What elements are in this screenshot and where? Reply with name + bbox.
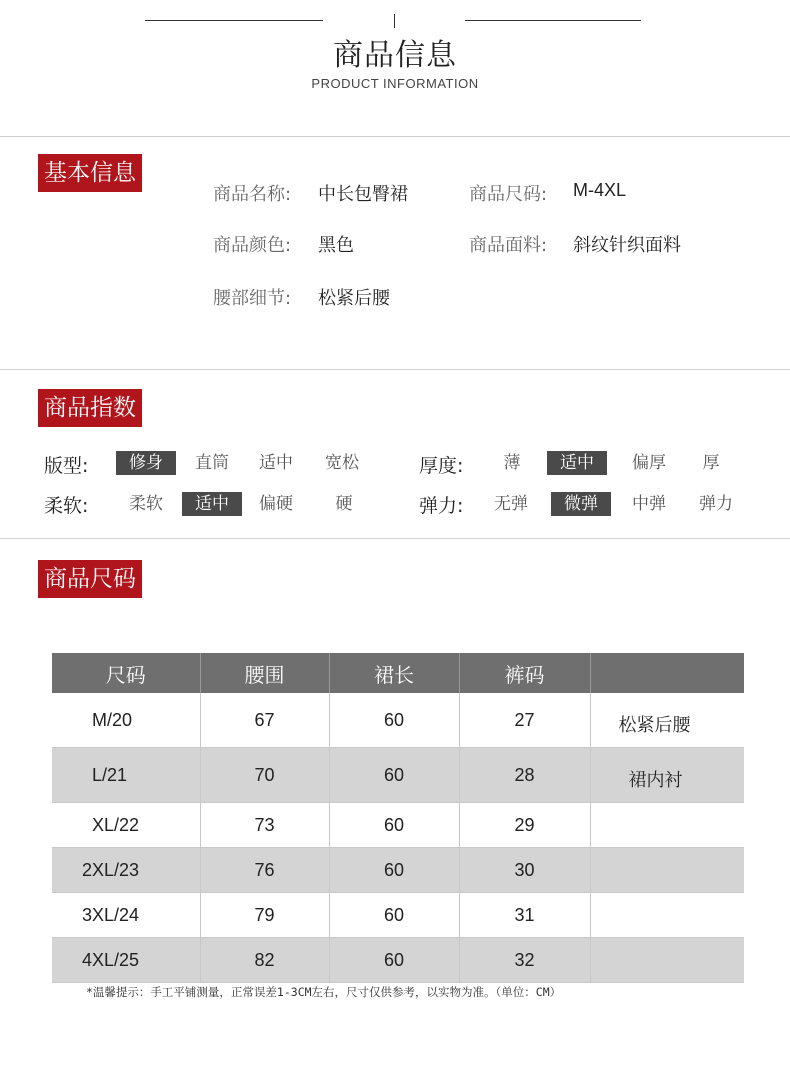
table-cell: 79 bbox=[200, 893, 329, 938]
field-value-waist: 松紧后腰 bbox=[318, 288, 390, 309]
table-cell: 60 bbox=[329, 803, 459, 848]
table-cell-note bbox=[590, 803, 744, 848]
table-cell: 2XL/23 bbox=[52, 848, 200, 893]
table-cell: 60 bbox=[329, 938, 459, 983]
section-badge-index: 商品指数 bbox=[38, 389, 142, 427]
section-badge-basic: 基本信息 bbox=[38, 154, 142, 192]
divider-1 bbox=[0, 136, 790, 137]
size-table bbox=[52, 653, 744, 983]
index-label-softness: 柔软: bbox=[44, 495, 89, 517]
field-label-waist: 腰部细节: bbox=[213, 288, 292, 309]
header-tick bbox=[394, 14, 395, 28]
table-cell: 60 bbox=[329, 748, 459, 803]
header-length: 裙长 bbox=[329, 653, 459, 693]
table-row bbox=[52, 693, 744, 748]
table-cell: M/20 bbox=[52, 693, 200, 748]
table-row bbox=[52, 938, 744, 983]
header-line-left bbox=[145, 20, 323, 21]
field-value-fabric: 斜纹针织面料 bbox=[573, 235, 681, 256]
index-softness-option: 偏硬 bbox=[259, 494, 293, 514]
header-note bbox=[590, 653, 744, 693]
table-cell: 3XL/24 bbox=[52, 893, 200, 938]
divider-3 bbox=[0, 538, 790, 539]
table-cell-note bbox=[590, 848, 744, 893]
page-title: 商品信息 bbox=[333, 38, 457, 73]
table-cell: 67 bbox=[200, 693, 329, 748]
size-table-header bbox=[52, 653, 744, 693]
index-thickness-option-selected: 适中 bbox=[547, 451, 607, 475]
table-cell: 76 bbox=[200, 848, 329, 893]
index-fit-option-selected: 修身 bbox=[116, 451, 176, 475]
field-value-name: 中长包臀裙 bbox=[318, 184, 408, 205]
index-label-thickness: 厚度: bbox=[419, 455, 464, 477]
index-elasticity-option: 弹力 bbox=[699, 494, 733, 514]
index-thickness-option: 薄 bbox=[503, 453, 521, 473]
table-cell: 27 bbox=[459, 693, 590, 748]
table-cell: 4XL/25 bbox=[52, 938, 200, 983]
table-cell-note bbox=[590, 893, 744, 938]
table-cell-note: 裙内衬 bbox=[590, 748, 744, 803]
table-row bbox=[52, 893, 744, 938]
index-softness-option: 柔软 bbox=[129, 494, 163, 514]
index-label-elasticity: 弹力: bbox=[419, 495, 464, 517]
field-label-name: 商品名称: bbox=[213, 184, 292, 205]
table-cell: 31 bbox=[459, 893, 590, 938]
header-size: 尺码 bbox=[52, 653, 200, 693]
index-label-fit: 版型: bbox=[44, 455, 89, 477]
index-softness-option-selected: 适中 bbox=[182, 492, 242, 516]
field-value-size: M-4XL bbox=[573, 180, 627, 200]
table-cell: XL/22 bbox=[52, 803, 200, 848]
table-cell: 70 bbox=[200, 748, 329, 803]
table-cell: L/21 bbox=[52, 748, 200, 803]
table-cell: 82 bbox=[200, 938, 329, 983]
table-row bbox=[52, 803, 744, 848]
index-elasticity-option: 无弹 bbox=[494, 494, 528, 514]
table-cell: 30 bbox=[459, 848, 590, 893]
index-thickness-option: 厚 bbox=[702, 453, 720, 473]
table-cell: 29 bbox=[459, 803, 590, 848]
table-cell: 60 bbox=[329, 848, 459, 893]
table-cell: 73 bbox=[200, 803, 329, 848]
footnote: *温馨提示：手工平铺测量，正常误差1-3CM左右，尺寸仅供参考，以实物为准。（单位：CM） bbox=[86, 985, 562, 999]
header-waist: 腰围 bbox=[200, 653, 329, 693]
table-cell: 32 bbox=[459, 938, 590, 983]
page-subtitle: PRODUCT INFORMATION bbox=[311, 76, 479, 91]
table-cell: 60 bbox=[329, 893, 459, 938]
header-pants-size: 裤码 bbox=[459, 653, 590, 693]
field-label-size: 商品尺码: bbox=[469, 184, 548, 205]
table-cell-note: 松紧后腰 bbox=[590, 693, 744, 748]
field-value-color: 黑色 bbox=[318, 235, 354, 256]
field-label-color: 商品颜色: bbox=[213, 235, 292, 256]
table-cell-note bbox=[590, 938, 744, 983]
header-line-right bbox=[465, 20, 641, 21]
index-thickness-option: 偏厚 bbox=[632, 453, 666, 473]
table-cell: 28 bbox=[459, 748, 590, 803]
table-row bbox=[52, 848, 744, 893]
index-fit-option: 宽松 bbox=[325, 453, 359, 473]
index-elasticity-option: 中弹 bbox=[632, 494, 666, 514]
index-elasticity-option-selected: 微弹 bbox=[551, 492, 611, 516]
index-fit-option: 适中 bbox=[259, 453, 293, 473]
table-row bbox=[52, 748, 744, 803]
section-badge-size: 商品尺码 bbox=[38, 560, 142, 598]
index-softness-option: 硬 bbox=[335, 494, 353, 514]
field-label-fabric: 商品面料: bbox=[469, 235, 548, 256]
divider-2 bbox=[0, 369, 790, 370]
index-fit-option: 直筒 bbox=[195, 453, 229, 473]
table-cell: 60 bbox=[329, 693, 459, 748]
